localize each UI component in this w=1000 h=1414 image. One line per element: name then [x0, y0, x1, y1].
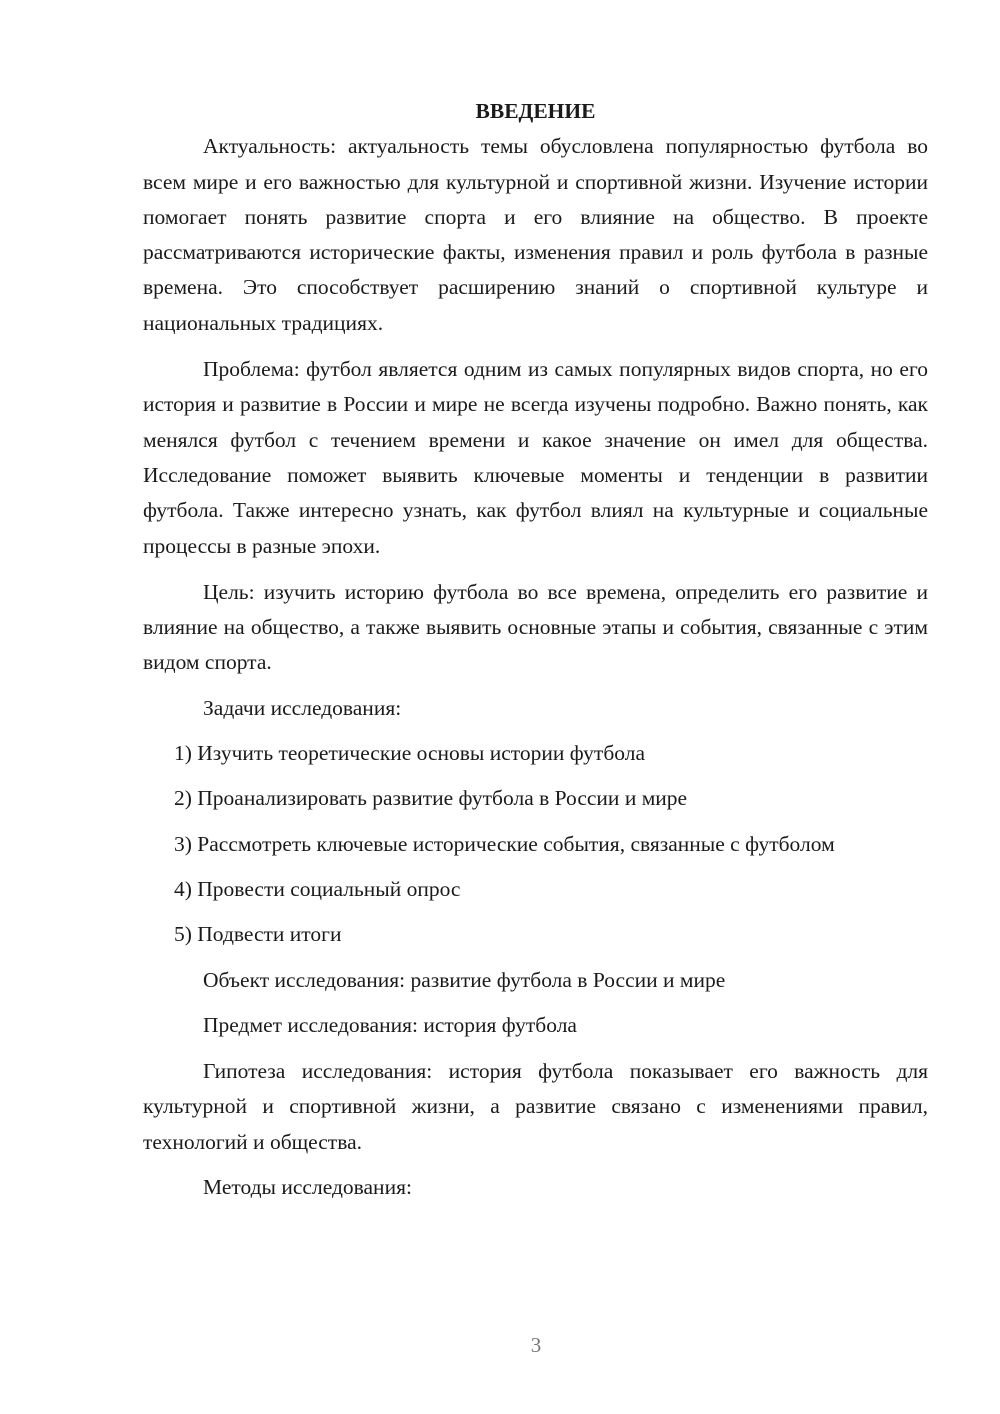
hypothesis-paragraph: Гипотеза исследования: история футбола показывает его важность для культурной и спортивной жизни, а развитие связано с изменениями правил, технологий и общества.: [143, 1059, 928, 1154]
goal-paragraph: Цель: изучить историю футбола во все времена, определить его развитие и влияние на общество, а также выявить основные этапы и события, связанные с этим видом спорта.: [143, 579, 928, 675]
problem-paragraph: Проблема: футбол является одним из самых популярных видов спорта, но его история и развитие в России и мире не всегда изучены подробно. Важно понять, как менялся футбол с течением времени и какое значение он имел для общества. Исследование поможет выявить ключевые моменты и тенденции в развитии футбола. Также интересно узнать, как футбол влиял на культурные и социальные процессы в разные эпохи.: [143, 357, 928, 558]
page-content: [143, 94, 928, 1205]
relevance-paragraph: Актуальность: актуальность темы обусловлена популярностью футбола во всем мире и его важностью для культурной и спортивной жизни. Изучение истории помогает понять развитие спорта и его влияние на общество. В проекте рассматриваются исторические факты, изменения правил и роль футбола в разные времена. Это способствует расширению знаний о спортивной культуре и национальных традициях.: [143, 134, 928, 335]
task-item: 2) Проанализировать развитие футбола в России и мире: [174, 786, 688, 811]
section-title: ВВЕДЕНИЕ: [475, 99, 596, 123]
task-item: 3) Рассмотреть ключевые исторические события, связанные с футболом: [174, 831, 835, 856]
tasks-heading: Задачи исследования:: [203, 695, 402, 720]
methods-heading: Методы исследования:: [203, 1175, 412, 1200]
task-item: 1) Изучить теоретические основы истории футбола: [174, 741, 646, 766]
page-number: 3: [530, 1333, 542, 1357]
task-item: 4) Провести социальный опрос: [174, 876, 461, 901]
object-line: Объект исследования: развитие футбола в России и мире: [203, 967, 726, 992]
task-item: 5) Подвести итоги: [174, 922, 342, 947]
subject-line: Предмет исследования: история футбола: [203, 1012, 577, 1037]
